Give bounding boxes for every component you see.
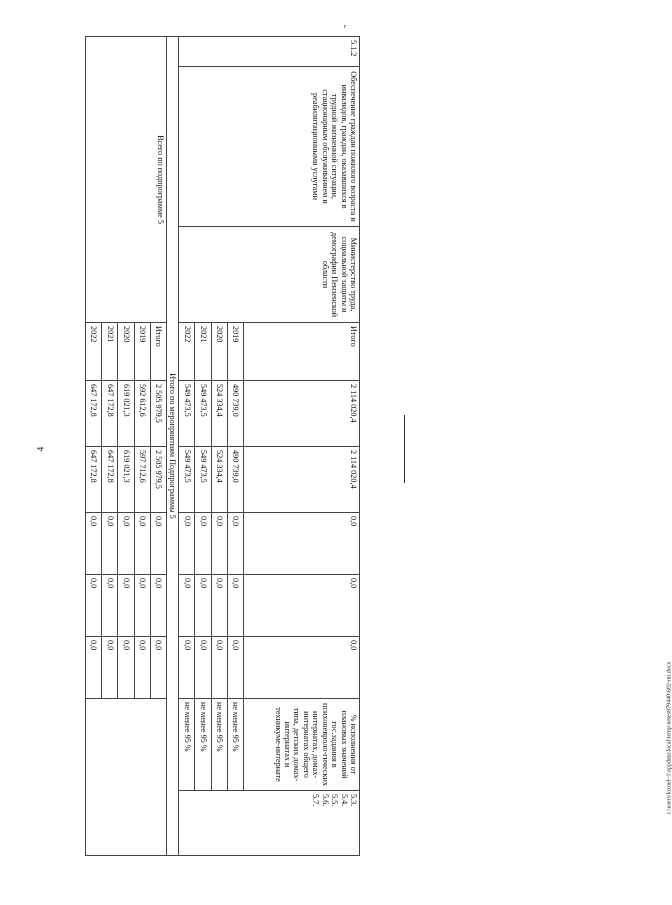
year-cell: 2022 [179,323,195,381]
cell-total: 524 334,4 [211,381,227,447]
footer-file-path: c:\users\lozoel~1\appdata\local\temp\notes879440\602-пп.docx [666,661,672,815]
activity-description: Обеспечение граждан пожилого возраста и инвалидов, граждан, оказавшихся в трудной жизненной ситуации, стационарным обслуживанием и реабилитационными услугами [179,67,360,227]
cell-other: 0,0 [118,637,134,699]
rotated-table-frame [85,36,360,855]
indicator-value: не менее 95 % [195,699,211,791]
cell-federal: 0,0 [118,513,134,575]
cell-regional: 647 172,8 [102,447,118,513]
corner-mark: г [344,24,347,30]
cell-other: 0,0 [227,637,243,699]
period-cell: 2019 [134,323,150,381]
cell-total: 647 172,8 [86,381,102,447]
cell-regional: 2 114 020,4 [243,447,359,513]
page-number: 4 [35,446,46,452]
indicator-links: 5.3. 5.4. 5.5. 5.6. 5.7. [179,791,360,856]
cell-federal: 0,0 [179,513,195,575]
cell-federal: 0,0 [243,513,359,575]
cell-total: 592 612,6 [134,381,150,447]
cell-other: 0,0 [195,637,211,699]
cell-federal: 0,0 [134,513,150,575]
cell-other: 0,0 [134,637,150,699]
cell-local: 0,0 [150,575,166,637]
indicator-value: не менее 95 % [211,699,227,791]
cell-total: 549 473,5 [195,381,211,447]
indicator-description: % исполнения от плановых значений гос.задания в психоневроло-гических интернатах, домах-интернатах общего типа, детских домах-интернатах и техникуме-интернате [243,699,359,791]
cell-regional: 524 334,4 [211,447,227,513]
period-cell: 2022 [86,323,102,381]
period-total-label: Итого [243,323,359,381]
cell-regional: 647 172,8 [86,447,102,513]
cell-regional: 549 473,5 [195,447,211,513]
period-cell: 2021 [102,323,118,381]
subprogram-5-table [85,36,360,856]
activity-executor: Министерство труда, социальной защиты и демографии Пензенской области [179,227,360,323]
year-cell: 2021 [195,323,211,381]
cell-regional: 619 021,3 [118,447,134,513]
center-divider-line [404,415,405,483]
cell-other: 0,0 [86,637,102,699]
cell-total: 2 114 020,4 [243,381,359,447]
year-cell: 2019 [227,323,243,381]
cell-federal: 0,0 [102,513,118,575]
section-header: Итого по мероприятиям Подпрограммы 5 [166,37,179,856]
period-cell: Итого [150,323,166,381]
cell-federal: 0,0 [211,513,227,575]
table-row [150,37,166,856]
activity-number: 5.1.2 [179,37,360,67]
cell-total: 549 473,5 [179,381,195,447]
cell-other: 0,0 [179,637,195,699]
cell-local: 0,0 [227,575,243,637]
cell-local: 0,0 [118,575,134,637]
cell-total: 2 505 979,5 [150,381,166,447]
cell-federal: 0,0 [195,513,211,575]
cell-federal: 0,0 [86,513,102,575]
cell-local: 0,0 [86,575,102,637]
cell-local: 0,0 [134,575,150,637]
period-cell: 2020 [118,323,134,381]
table-row-main [243,37,359,856]
indicator-value: не менее 95 % [227,699,243,791]
cell-regional: 2 505 979,5 [150,447,166,513]
cell-regional: 549 473,5 [179,447,195,513]
cell-federal: 0,0 [150,513,166,575]
cell-federal: 0,0 [227,513,243,575]
cell-total: 647 172,8 [102,381,118,447]
cell-local: 0,0 [211,575,227,637]
subprogram-total-label: Всего по подпрограмме 5 [86,37,167,323]
cell-local: 0,0 [243,575,359,637]
section-header-row [166,37,179,856]
cell-other: 0,0 [211,637,227,699]
cell-local: 0,0 [195,575,211,637]
cell-total: 490 739,0 [227,381,243,447]
cell-other: 0,0 [150,637,166,699]
empty-indicator-cell [86,699,167,856]
table-container [85,36,360,855]
year-cell: 2020 [211,323,227,381]
cell-other: 0,0 [102,637,118,699]
cell-regional: 597 712,6 [134,447,150,513]
cell-total: 619 021,3 [118,381,134,447]
indicator-value: не менее 95 % [179,699,195,791]
cell-local: 0,0 [102,575,118,637]
cell-other: 0,0 [243,637,359,699]
cell-regional: 490 739,0 [227,447,243,513]
cell-local: 0,0 [179,575,195,637]
